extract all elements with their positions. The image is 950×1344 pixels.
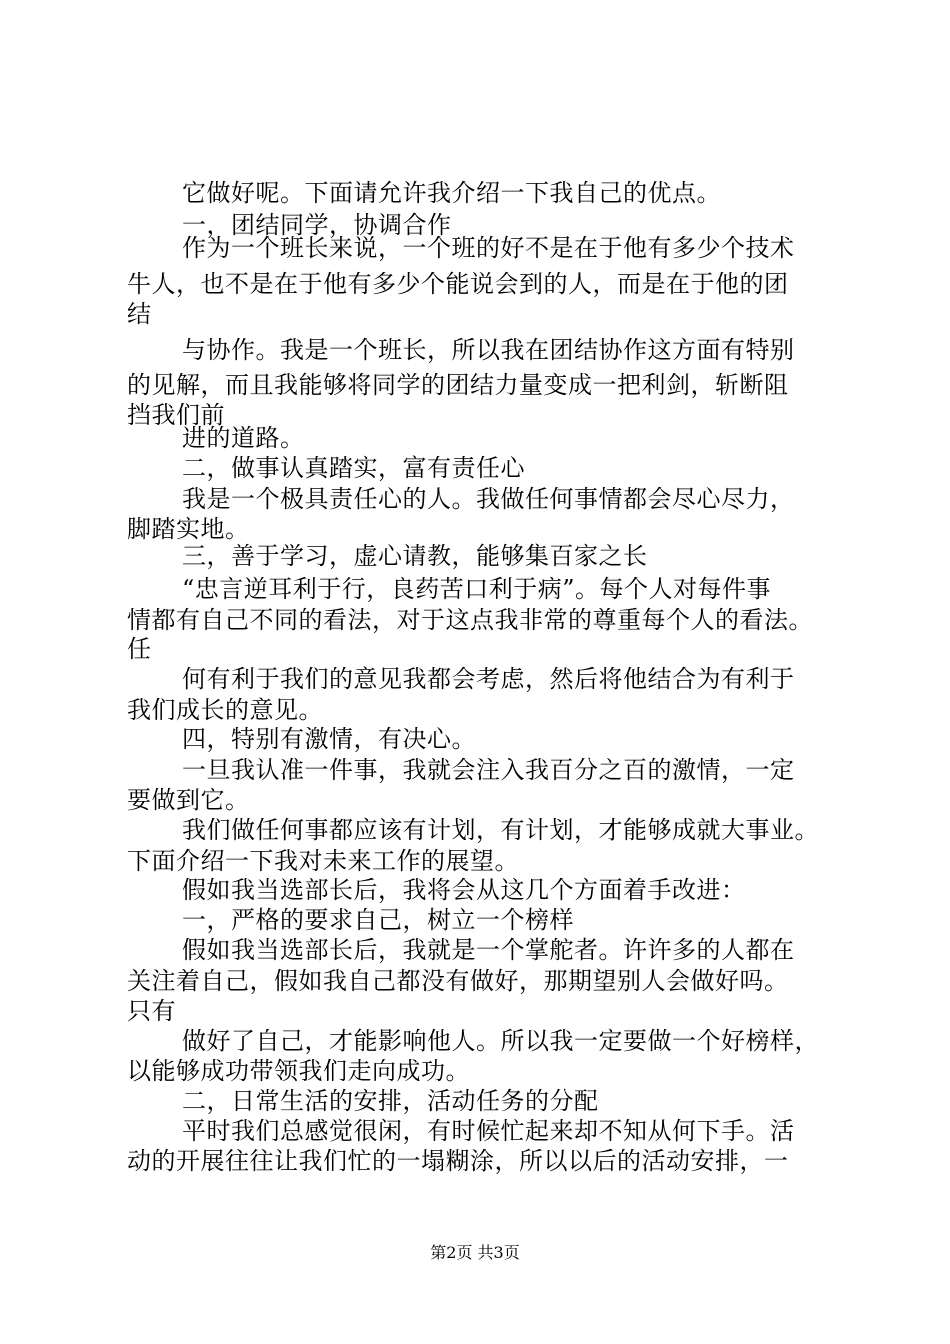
- text-line: 作为一个班长来说，一个班的好不是在于他有多少个技术: [182, 234, 795, 262]
- text-line: 挡我们前: [127, 401, 225, 429]
- text-line: 任: [127, 635, 152, 663]
- text-line: 假如我当选部长后，我将会从这几个方面着手改进：: [182, 876, 746, 904]
- text-line: 下面介绍一下我对未来工作的展望。: [127, 847, 519, 875]
- section-heading: 二，日常生活的安排，活动任务的分配: [182, 1087, 599, 1115]
- text-line: “忠言逆耳利于行，良药苦口利于病”。每个人对每件事: [182, 575, 772, 603]
- text-line: 我们成长的意见。: [127, 696, 323, 724]
- text-line: 动的开展往往让我们忙的一塌糊涂，所以以后的活动安排，一: [127, 1147, 789, 1175]
- text-line: 要做到它。: [127, 786, 250, 814]
- section-heading: 一，严格的要求自己，树立一个榜样: [182, 906, 574, 934]
- text-line: 关注着自己，假如我自己都没有做好，那期望别人会做好吗。: [127, 967, 789, 995]
- text-line: 我们做任何事都应该有计划，有计划，才能够成就大事业。: [182, 816, 819, 844]
- text-line: 我是一个极具责任心的人。我做任何事情都会尽心尽力，: [182, 485, 795, 513]
- section-heading: 二，做事认真踏实，富有责任心: [182, 454, 525, 482]
- text-line: 与协作。我是一个班长，所以我在团结协作这方面有特别: [182, 336, 795, 364]
- text-line: 以能够成功带领我们走向成功。: [127, 1057, 470, 1085]
- text-line: 结: [127, 300, 152, 328]
- text-line: 进的道路。: [182, 424, 305, 452]
- text-line: 平时我们总感觉很闲，有时候忙起来却不知从何下手。活: [182, 1117, 795, 1145]
- text-line: 的见解，而且我能够将同学的团结力量变成一把利剑，斩断阻: [127, 371, 789, 399]
- text-line: 一旦我认准一件事，我就会注入我百分之百的激情，一定: [182, 756, 795, 784]
- text-line: 情都有自己不同的看法，对于这点我非常的尊重每个人的看法。: [127, 606, 813, 634]
- page-footer: 第2页 共3页: [430, 1243, 520, 1262]
- section-heading: 一，团结同学，协调合作: [182, 211, 452, 239]
- text-line: 何有利于我们的意见我都会考虑，然后将他结合为有利于: [182, 665, 795, 693]
- text-line: 假如我当选部长后，我就是一个掌舵者。许许多的人都在: [182, 936, 795, 964]
- text-line: 牛人，也不是在于他有多少个能说会到的人，而是在于他的团: [127, 270, 789, 298]
- section-heading: 三，善于学习，虚心请教，能够集百家之长: [182, 542, 648, 570]
- text-line: 只有: [127, 997, 176, 1025]
- text-line: 脚踏实地。: [127, 515, 250, 543]
- text-line: 它做好呢。下面请允许我介绍一下我自己的优点。: [182, 179, 721, 207]
- text-line: 做好了自己，才能影响他人。所以我一定要做一个好榜样，: [182, 1027, 819, 1055]
- section-heading: 四，特别有激情，有决心。: [182, 725, 476, 753]
